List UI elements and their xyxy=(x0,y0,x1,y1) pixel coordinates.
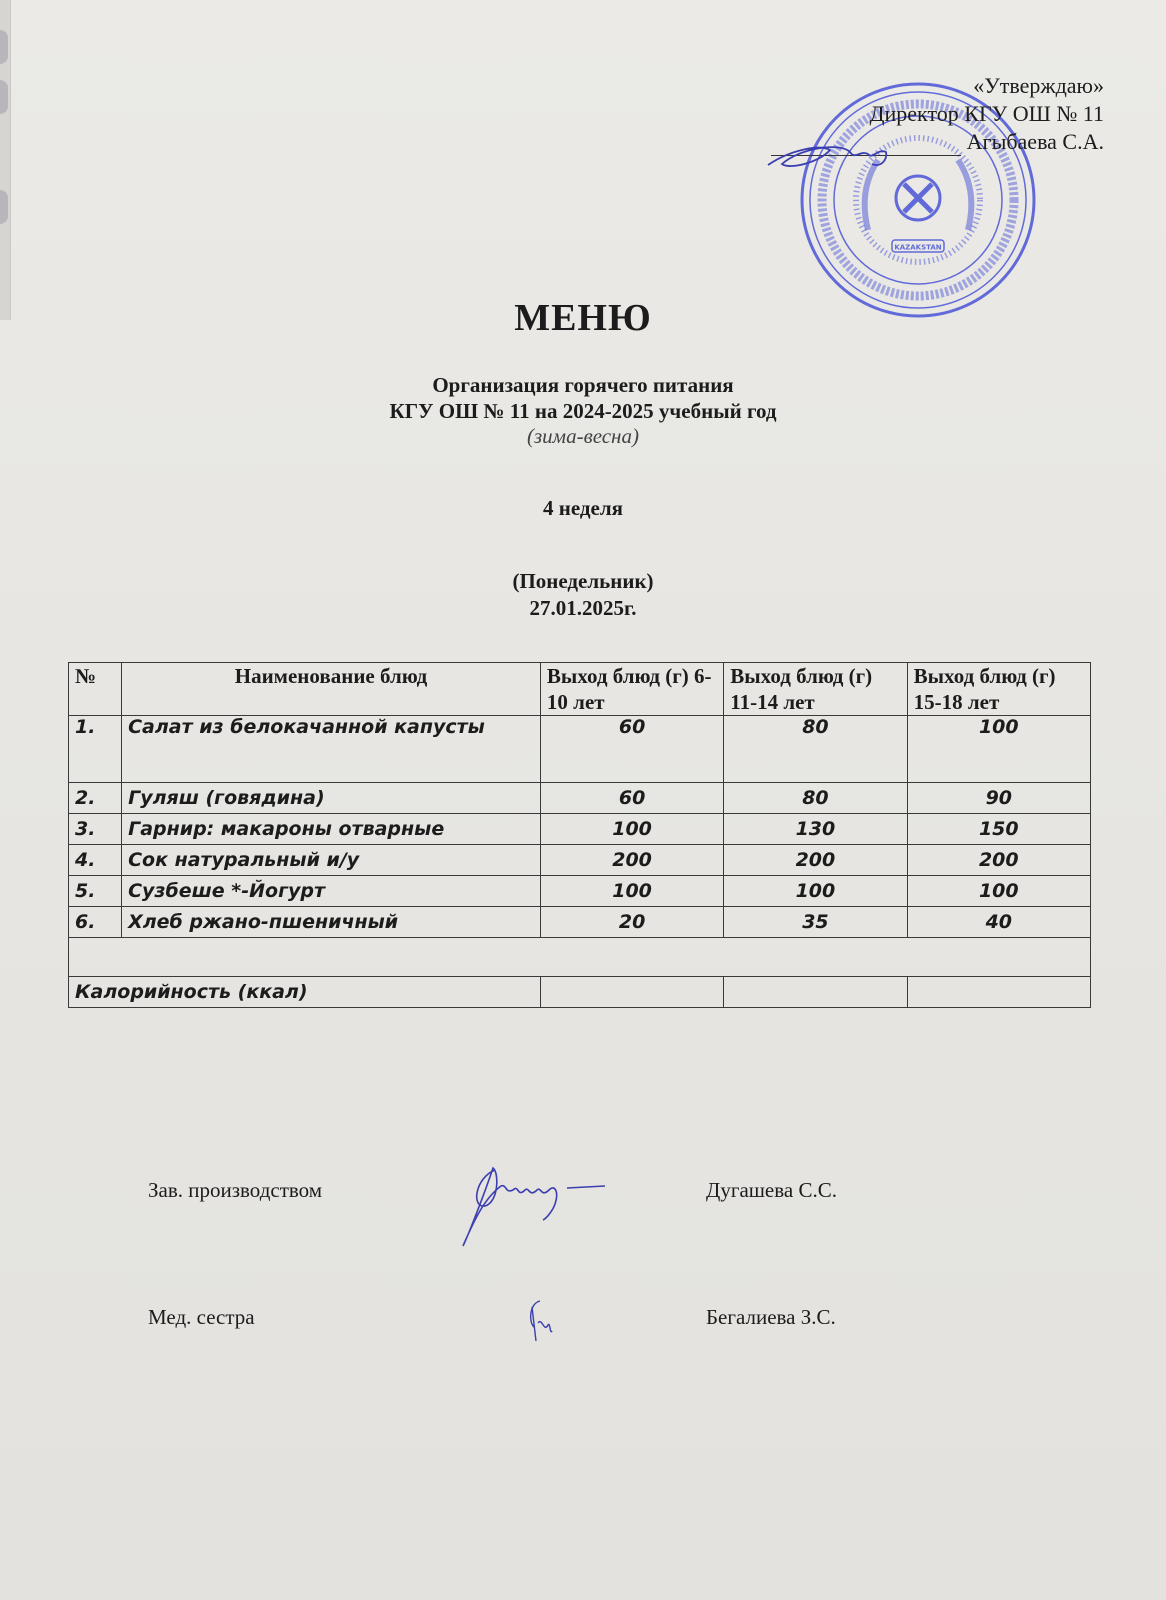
row-number: 2. xyxy=(69,783,122,814)
row-number: 5. xyxy=(69,876,122,907)
dish-name: Гуляш (говядина) xyxy=(122,783,541,814)
row-number: 6. xyxy=(69,907,122,938)
dish-name: Салат из белокачанной капусты xyxy=(122,716,541,783)
subtitle-line-2: КГУ ОШ № 11 на 2024-2025 учебный год xyxy=(389,399,777,423)
subtitle-line-1: Организация горячего питания xyxy=(432,373,734,397)
approval-position: Директор КГУ ОШ № 11 xyxy=(869,101,1104,126)
portion-6-10: 100 xyxy=(540,876,723,907)
dish-name: Хлеб ржано-пшеничный xyxy=(122,907,541,938)
portion-6-10: 60 xyxy=(540,716,723,783)
dish-name: Сок натуральный и/у xyxy=(122,845,541,876)
table-row xyxy=(69,783,1091,814)
header-dish-name: Наименование блюд xyxy=(122,663,541,716)
portion-15-18: 40 xyxy=(907,907,1090,938)
portion-6-10: 100 xyxy=(540,814,723,845)
date-label: 27.01.2025г. xyxy=(529,596,637,620)
table-row xyxy=(69,716,1091,783)
row-number: 1. xyxy=(69,716,122,783)
portion-15-18: 200 xyxy=(907,845,1090,876)
portion-11-14: 200 xyxy=(724,845,907,876)
signature-role: Зав. производством xyxy=(148,1178,323,1202)
dish-name: Гарнир: макароны отварные xyxy=(122,814,541,845)
calories-6-10 xyxy=(540,977,723,1008)
week-label: 4 неделя xyxy=(543,496,623,520)
table-header-row xyxy=(69,663,1091,716)
empty-cell xyxy=(69,938,1091,977)
production-head-signature xyxy=(455,1158,655,1258)
calories-row xyxy=(69,977,1091,1008)
portion-11-14: 100 xyxy=(724,876,907,907)
weekday-label: (Понедельник) xyxy=(512,569,654,593)
director-signature xyxy=(760,130,910,190)
table-row xyxy=(69,907,1091,938)
table-spacer-row xyxy=(69,938,1091,977)
header-portion-15-18: Выход блюд (г) 15-18 лет xyxy=(907,663,1090,716)
portion-15-18: 90 xyxy=(907,783,1090,814)
binding-hole xyxy=(0,190,8,224)
portion-11-14: 80 xyxy=(724,783,907,814)
page-title: МЕНЮ xyxy=(514,297,652,339)
approval-name: Агыбаева С.А. xyxy=(966,129,1104,154)
table-row xyxy=(69,876,1091,907)
header-portion-6-10: Выход блюд (г) 6-10 лет xyxy=(540,663,723,716)
signature-role: Мед. сестра xyxy=(148,1305,255,1329)
menu-table xyxy=(68,662,1091,1008)
row-number: 3. xyxy=(69,814,122,845)
portion-6-10: 20 xyxy=(540,907,723,938)
binding-hole xyxy=(0,80,8,114)
calories-11-14 xyxy=(724,977,907,1008)
calories-label: Калорийность (ккал) xyxy=(69,977,541,1008)
portion-15-18: 150 xyxy=(907,814,1090,845)
portion-11-14: 130 xyxy=(724,814,907,845)
signer-name: Бегалиева З.С. xyxy=(706,1305,836,1329)
signer-name: Дугашева С.С. xyxy=(706,1178,837,1202)
portion-6-10: 60 xyxy=(540,783,723,814)
subtitle xyxy=(0,372,1166,424)
table-row xyxy=(69,845,1091,876)
portion-15-18: 100 xyxy=(907,716,1090,783)
nurse-signature xyxy=(520,1297,560,1347)
portion-11-14: 80 xyxy=(724,716,907,783)
approval-header: «Утверждаю» xyxy=(973,73,1104,98)
calories-15-18 xyxy=(907,977,1090,1008)
day-block xyxy=(0,568,1166,622)
dish-name: Сузбеше *-Йогурт xyxy=(122,876,541,907)
header-number: № xyxy=(69,663,122,716)
portion-11-14: 35 xyxy=(724,907,907,938)
table-row xyxy=(69,814,1091,845)
header-portion-11-14: Выход блюд (г) 11-14 лет xyxy=(724,663,907,716)
season-label: (зима-весна) xyxy=(527,424,639,448)
stamp-text: KAZAKSTAN xyxy=(894,243,942,252)
binding-hole xyxy=(0,30,8,64)
binding-edge xyxy=(0,0,11,320)
portion-15-18: 100 xyxy=(907,876,1090,907)
portion-6-10: 200 xyxy=(540,845,723,876)
row-number: 4. xyxy=(69,845,122,876)
